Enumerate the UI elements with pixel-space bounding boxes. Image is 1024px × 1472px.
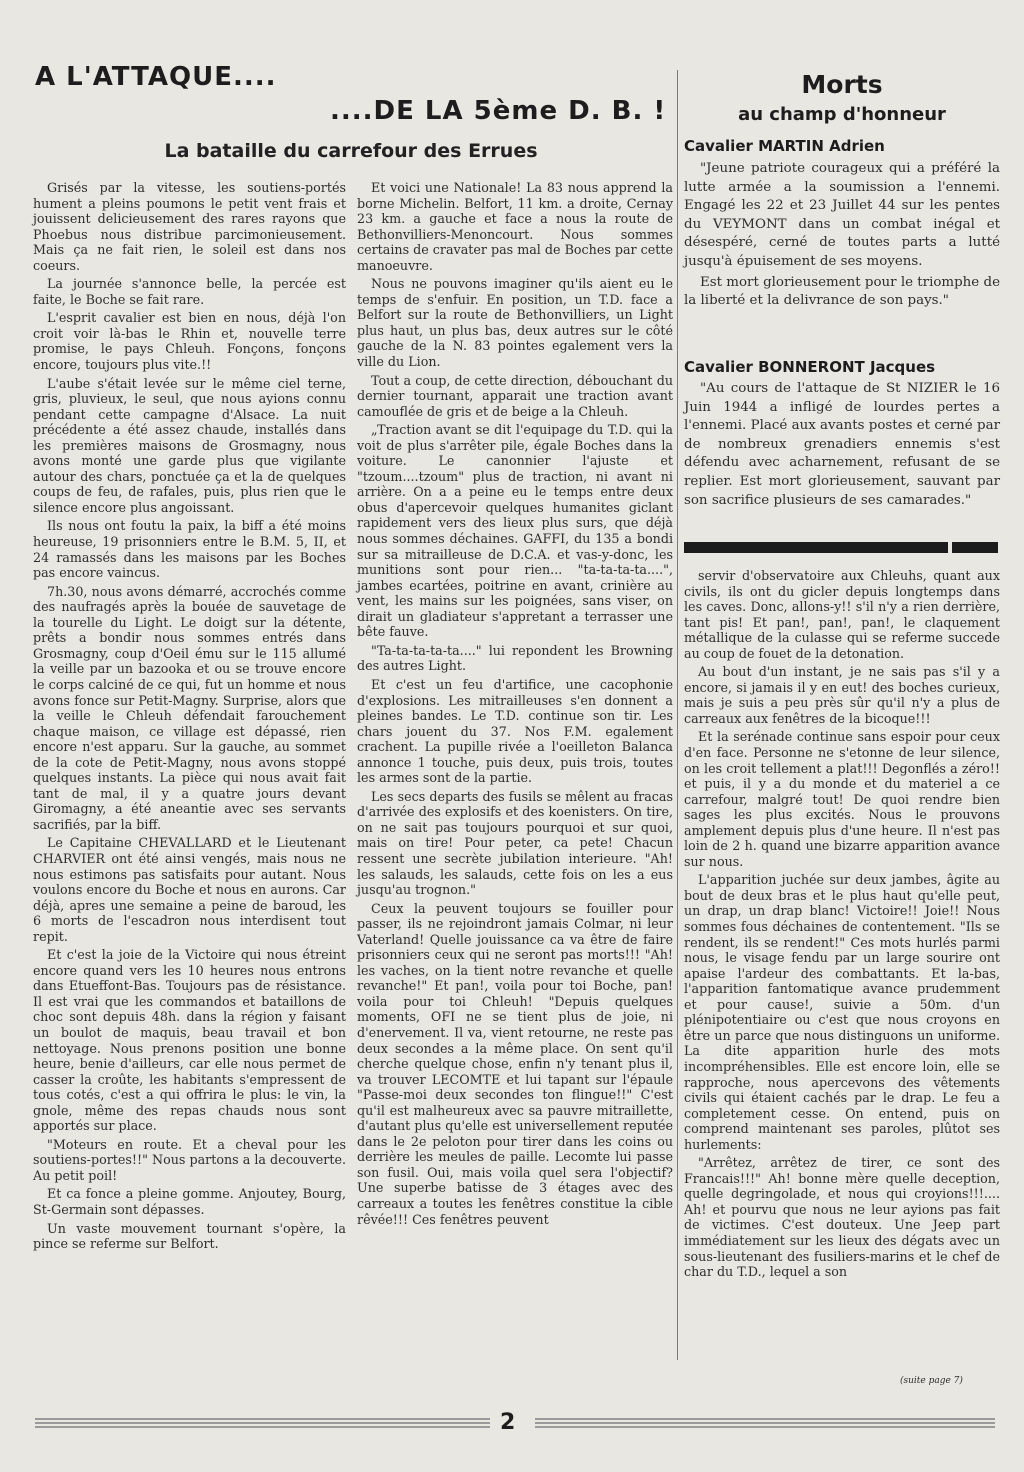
paragraph: L'apparition juchée sur deux jambes, âgite au bout de deux bras et le plus haut qu'elle peut, un drap, un drap blanc! Victoire!! Joie!! Nous sommes fous déchaines de contentement. "Ils se rendent, ils se rendent!" Ces mots hurlés parmi nous, le visage fendu par un large sourire ont apaise l'ardeur des combattants. Et la-bas, l'apparition fantomatique avance prudemment et pour cause!, suivie a 50m. d'un plénipotentiaire ou c'est que nous croyons en être un parce que nous distinguons un uniforme. La dite apparition hurle des mots incompréhensibles. Elle est encore loin, elle se rapproche, nous apercevons des vêtements civils qui étaient cachés par le drap. Le feu a completement cesse. On entend, puis on comprend maintenant ses paroles, plûtot ses hurlements: <box>684 872 1000 1152</box>
paragraph: Ils nous ont foutu la paix, la biff a été moins heureuse, 19 prisonniers entre le B.M. 5, II, et 24 ramassés dans les maisons par les Boches pas encore vaincus. <box>33 518 346 581</box>
paragraph: „Traction avant se dit l'equipage du T.D. qui la voit de plus s'arrêter pile, égale Boches dans la voiture. Le canonnier l'ajuste et "tzoum....tzoum" plus de traction, ni avant ni arrière. On a a peine eu le temps entre deux obus d'apercevoir quelques humanites giclant rapidement vers des lieux plus surs, que déjà nous sommes déchaines. GAFFI, du 135 a bondi sur sa mitrailleuse de D.C.A. et vas-y-donc, les munitions sont pour rien... "ta-ta-ta-ta....", jambes ecartées, poitrine en avant, crinière au vent, les mains sur les poignées, sans viser, on dirait un gladiateur s'appretant a terrasser une bête fauve. <box>357 422 673 640</box>
paragraph: Ceux la peuvent toujours se fouiller pour passer, ils ne rejoindront jamais Colmar, ni leur Vaterland! Quelle jouissance ca va être de faire prisonniers ceux qui ne seront pas morts!!! "Ah! les vaches, on la tient notre revanche et quelle revanche!" Et pan!, voila pour toi Boche, pan! voila pour toi Chleuh! "Depuis quelques moments, OFI ne se tient plus de joie, ni d'enervement. Il va, vient retourne, ne reste pas deux secondes a la même place. On sent qu'il cherche quelque chose, enfin n'y tenant plus il, va trouver LECOMTE et lui tapant sur l'épaule "Passe-moi deux secondes ton flingue!!" C'est qu'il est malheureux avec sa pauvre mitraillette, d'autant plus qu'elle est universellement reputée dans le 2e peloton pour tirer dans les coins ou derrière les meules de paille. Lecomte lui passe son fusil. Oui, mais voila quel sera l'objectif? Une superbe batisse de 3 étages avec des carreaux a toutes les fenêtres constitue la cible rêvée!!! Ces fenêtres peuvent <box>357 900 673 1227</box>
paragraph: Est mort glorieusement pour le triomphe de la liberté et la delivrance de son pays." <box>684 274 1000 309</box>
paragraph: 7h.30, nous avons démarré, accrochés comme des naufragés après la bouée de sauvetage de la tourelle du Light. Le doigt sur la détente, prêts a bondir nous sommes entrés dans Grosmagny, coup d'Oeil ému sur le 115 allumé la veille par un bazooka et ou se trouve encore le corps calciné de ce qui, fut un homme et nous avons fonce sur Petit-Magny. Surprise, alors que la veille le Chleuh défendait farouchement chaque maison, ce village est dépassé, rien encore n'est apparu. Sur la gauche, au sommet de la cote de Petit-Magny, nous avons stoppé quelques instants. La pièce qui nous avait fait tant de mal, il y a quatre jours devant Giromagny, a été aneantie avec ses servants sacrifiés, par la biff. <box>33 583 346 832</box>
column-divider <box>677 70 678 1360</box>
paragraph: Et voici une Nationale! La 83 nous apprend la borne Michelin. Belfort, 11 km. a droite, Cernay 23 km. a gauche et face a nous la route de Bethonvilliers-Menoncourt. Nous sommes certains de cravater pas mal de Boches par cette manoeuvre. <box>357 180 673 273</box>
paragraph: Tout a coup, de cette direction, débouchant du dernier tournant, apparait une traction avant camouflée de gris et de beige a la Chleuh. <box>357 372 673 419</box>
paragraph: "Moteurs en route. Et a cheval pour les soutiens-portes!!" Nous partons a la decouverte. Au petit poil! <box>33 1136 346 1183</box>
paragraph: Au bout d'un instant, je ne sais pas s'il y a encore, si jamais il y en eut! des boches curieux, mais je suis a peu près sûr qu'il n'y a plus de carreaux aux fenêtres de la bicoque!!! <box>684 664 1000 726</box>
paragraph: Et la serénade continue sans espoir pour ceux d'en face. Personne ne s'etonne de leur silence, on les croit tellement a plat!!! Degonflés a zéro!! et puis, il y a du monde et du materiel a ce carrefour, malgré tout! De quoi rendre bien sages les plus excités. Nous le prouvons amplement depuis plus d'une heure. Il n'est pas loin de 2 h. quand une bizarre apparition avance sur nous. <box>684 729 1000 869</box>
page-number: 2 <box>500 1410 516 1435</box>
paragraph: L'esprit cavalier est bien en nous, déjà l'on croit voir là-bas le Rhin et, nouvelle terre promise, le pays Chleuh. Fonçons, fonçons encore, toujours plus vite.!! <box>33 310 346 373</box>
memorial-subtitle: au champ d'honneur <box>738 104 946 125</box>
paragraph: "Jeune patriote courageux qui a préféré la lutte armée a la soumission a l'ennemi. Engagé les 22 et 23 Juillet 44 sur les pentes du VEYMONT dans un combat inégal et désespéré, cerné de toutes parts a lutté jusqu'à épuisement de ses moyens. <box>684 161 1000 269</box>
paragraph: "Au cours de l'attaque de St NIZIER le 16 Juin 1944 a infligé de lourdes pertes a l'ennemi. Placé aux avants postes et cerné par de nombreux grenadiers ennemis s'est défendu avec acharnement, refusant de se replier. Est mort glorieusement, sauvant par son sacrifice plusieurs de ses camarades." <box>684 381 1000 508</box>
paragraph: "Arrêtez, arrêtez de tirer, ce sont des Francais!!!" Ah! bonne mère quelle deception, quelle degringolade, et nous qui croyions!!!.... Ah! et pourvu que nous ne leur ayions pas fait de victimes. C'est douteux. Une Jeep part immédiatement sur les lieux des dégats avec un sous-lieutenant des fusiliers-marins et le chef de char du T.D., lequel a son <box>684 1155 1000 1280</box>
article-title-right: ....DE LA 5ème D. B. ! <box>330 96 667 126</box>
paragraph: L'aube s'était levée sur le même ciel terne, gris, pluvieux, le seul, que nous ayions connu pendant cette campagne d'Alsace. La nuit précédente a été assez chaude, installés dans les premières maisons de Grosmagny, nous avons monté une garde plus que vigilante autour des chars, ponctuée ça et la de quelques coups de feu, de rafales, puis, plus rien que le silence encore plus angoissant. <box>33 375 346 515</box>
paragraph: Un vaste mouvement tournant s'opère, la pince se referme sur Belfort. <box>33 1220 346 1252</box>
article-column-2 <box>357 180 673 1230</box>
memorial-text-2 <box>684 380 1000 512</box>
paragraph: Nous ne pouvons imaginer qu'ils aient eu le temps de s'enfuir. En position, un T.D. face a Belfort sur la route de Bethonvilliers, un Light plus haut, un plus bas, deux autres sur le côté gauche de la N. 83 pointes egalement vers la ville du Lion. <box>357 276 673 370</box>
paragraph: Le Capitaine CHEVALLARD et le Lieutenant CHARVIER ont été ainsi vengés, mais nous ne nous estimons pas satisfaits pour autant. Nous voulons encore du Boche et nous en aurons. Car déjà, apres une semaine a peine de baroud, les 6 morts de l'escadron nous interdisent tout repit. <box>33 835 346 944</box>
footer-rule-right <box>535 1418 995 1432</box>
article-title-left: A L'ATTAQUE.... <box>35 62 277 92</box>
article-column-1 <box>33 180 346 1255</box>
article-subtitle: La bataille du carrefour des Errues <box>164 140 538 162</box>
memorial-name-1: Cavalier MARTIN Adrien <box>684 137 885 155</box>
paragraph: Les secs departs des fusils se mêlent au fracas d'arrivée des explosifs et des koenisters. On tire, on ne sait pas toujours pourquoi et sur quoi, mais on tire! Pour peter, ca pete! Chacun ressent une secrète jubilation interieure. "Ah! les salauds, les salauds, cette fois on les a eus jusqu'au trognon." <box>357 788 673 898</box>
memorial-text-1 <box>684 160 1000 313</box>
memorial-title: Morts <box>801 70 883 99</box>
black-divider-bar <box>684 542 998 553</box>
paragraph: "Ta-ta-ta-ta-ta...." lui repondent les Browning des autres Light. <box>357 642 673 674</box>
paragraph: Et c'est un feu d'artifice, une cacophonie d'explosions. Les mitrailleuses s'en donnent a pleines bandes. Le T.D. continue son tir. Les chars jouent du 37. Nos F.M. egalement crachent. La pupille rivée a l'oeilleton Balanca annonce 1 touche, puis deux, puis trois, toutes les armes sont de la partie. <box>357 676 673 786</box>
memorial-name-2: Cavalier BONNERONT Jacques <box>684 358 936 376</box>
footer-rule-left <box>35 1418 490 1432</box>
paragraph: La journée s'annonce belle, la percée est faite, le Boche se fait rare. <box>33 276 346 307</box>
article-column-3 <box>684 568 1000 1283</box>
paragraph: Et c'est la joie de la Victoire qui nous étreint encore quand vers les 10 heures nous entrons dans Etueffont-Bas. Toujours pas de résistance. Il est vrai que les commandos et bataillons de choc sont depuis 48h. dans la région y faisant un boulot de maquis, beau travail et bon nettoyage. Nous prenons position une bonne heure, benie d'ailleurs, car elle nous permet de casser la croûte, les habitants s'empressent de tous cotés, c'est a qui offrira le plus: le vin, la gnole, même des repas chauds nous sont apportés sur place. <box>33 947 346 1134</box>
paragraph: servir d'observatoire aux Chleuhs, quant aux civils, ils ont du gicler depuis longtemps dans les caves. Donc, allons-y!! s'il n'y a rien derrière, tant pis! Et pan!, pan!, pan!, le claquement métallique de la culasse qui se referme succede au coup de fouet de la detonation. <box>684 568 1000 661</box>
paragraph: Et ca fonce a pleine gomme. Anjoutey, Bourg, St-Germain sont dépasses. <box>33 1186 346 1217</box>
continued-note: (suite page 7) <box>900 1376 963 1386</box>
paragraph: Grisés par la vitesse, les soutiens-portés hument a pleins poumons le petit vent frais et jouissent delicieusement des rares rayons que Phoebus nous distribue parcimonieusement. Mais ça ne fait rien, le soleil est dans nos coeurs. <box>33 180 346 273</box>
